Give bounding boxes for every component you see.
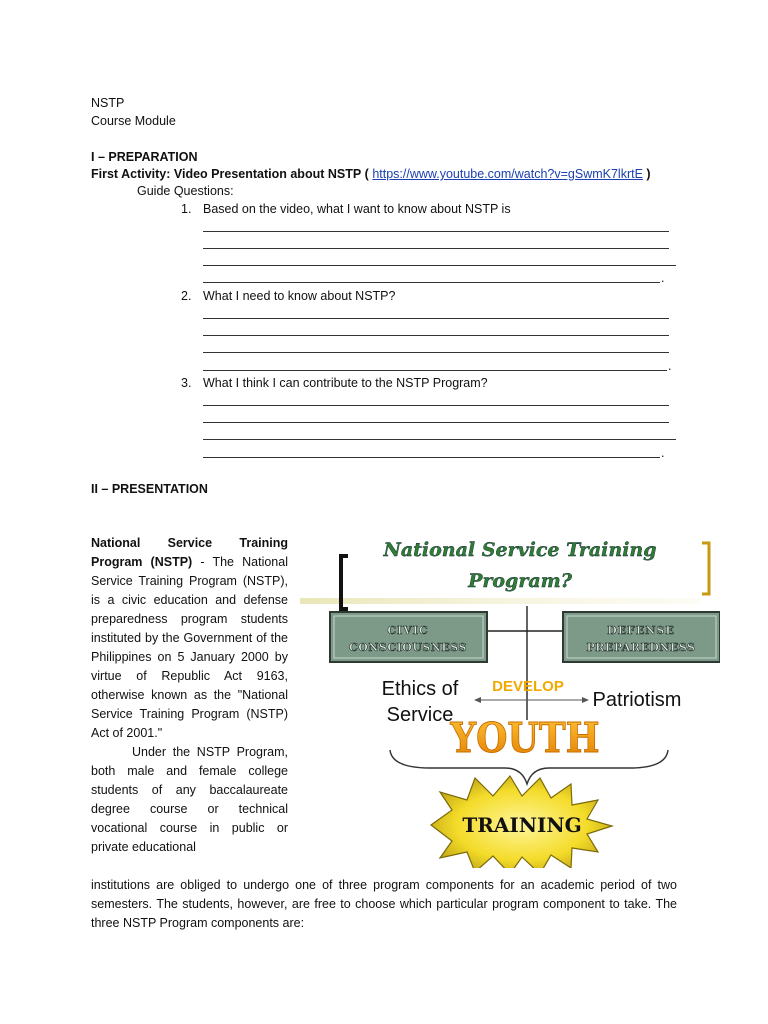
activity-label: First Activity: Video Presentation about NSTP: [91, 167, 362, 181]
end-mark: .: [661, 271, 665, 285]
civic-consciousness-box: [330, 612, 487, 662]
paren-open: (: [364, 167, 369, 181]
nstp-description: [91, 534, 288, 857]
program-paragraph-end: institutions are obliged to undergo one of three program components for an academic period of two semesters. The students, however, are free to choose which particular program component to take. The three NSTP Program components are:: [91, 878, 677, 930]
answer-line[interactable]: [203, 352, 669, 353]
defense-label: DEFENSE: [607, 624, 675, 637]
answer-line[interactable]: [203, 265, 676, 266]
answer-line[interactable]: [203, 457, 660, 458]
youth-label: YOUTH: [450, 714, 600, 763]
doc-title: Course Module: [91, 114, 176, 128]
title-underline: [300, 598, 700, 604]
end-mark: .: [668, 359, 672, 373]
answer-line[interactable]: [203, 405, 669, 406]
answer-line[interactable]: [203, 422, 669, 423]
answer-line[interactable]: [203, 231, 669, 232]
question-number: 1.: [181, 202, 192, 216]
answer-line[interactable]: [203, 439, 676, 440]
right-bracket: [702, 543, 709, 594]
paren-close: ): [646, 167, 651, 181]
patriotism-label: Patriotism: [592, 689, 682, 711]
figure-title-line2: Program?: [468, 570, 572, 592]
civic-label: CIVIC: [387, 624, 429, 637]
question-text: What I need to know about NSTP?: [203, 289, 396, 303]
answer-line[interactable]: [203, 248, 669, 249]
end-mark: .: [661, 446, 665, 460]
training-label: TRAINING: [462, 813, 582, 837]
guide-questions-label: Guide Questions:: [137, 184, 234, 198]
develop-label: DEVELOP: [492, 678, 564, 695]
ethics-label-line1: Ethics of: [381, 678, 459, 700]
question-text: What I think I can contribute to the NSTP Program?: [203, 376, 488, 390]
answer-line[interactable]: [203, 318, 669, 319]
nstp-term: National Service Training Program (NSTP): [91, 536, 288, 569]
program-paragraph-start: Under the NSTP Program, both male and female college students of any baccalaureate degree course or technical vocational course in public or private educational: [91, 745, 288, 854]
section-heading-presentation: II – PRESENTATION: [91, 482, 208, 496]
arrow-left-icon: [474, 697, 481, 703]
video-link[interactable]: https://www.youtube.com/watch?v=gSwmK7lkrtE: [372, 167, 643, 181]
question-number: 2.: [181, 289, 192, 303]
ethics-label-line2: Service: [386, 704, 454, 726]
question-number: 3.: [181, 376, 192, 390]
nstp-definition: - The National Service Training Program (NSTP), is a civic education and defense preparedness program students instituted by the Government of the Philippines on 5 January 2000 by virtue of Republic Act 9163, otherwise known as the "National Service Training Program (NSTP) Act of 2001.": [91, 555, 288, 740]
section-heading-preparation: I – PREPARATION: [91, 150, 198, 164]
doc-subject: NSTP: [91, 96, 125, 110]
arrow-right-icon: [582, 697, 589, 703]
answer-line[interactable]: [203, 282, 660, 283]
defense-preparedness-box: [563, 612, 720, 662]
answer-line[interactable]: [203, 370, 667, 371]
preparedness-label: PREPAREDNESS: [586, 641, 696, 654]
answer-line[interactable]: [203, 335, 669, 336]
consciousness-label: CONSCIOUSNESS: [349, 641, 467, 654]
question-text: Based on the video, what I want to know about NSTP is: [203, 202, 511, 216]
figure-title-line1: National Service Training: [383, 539, 657, 561]
nstp-diagram: [300, 528, 720, 868]
activity-line: [91, 165, 651, 183]
